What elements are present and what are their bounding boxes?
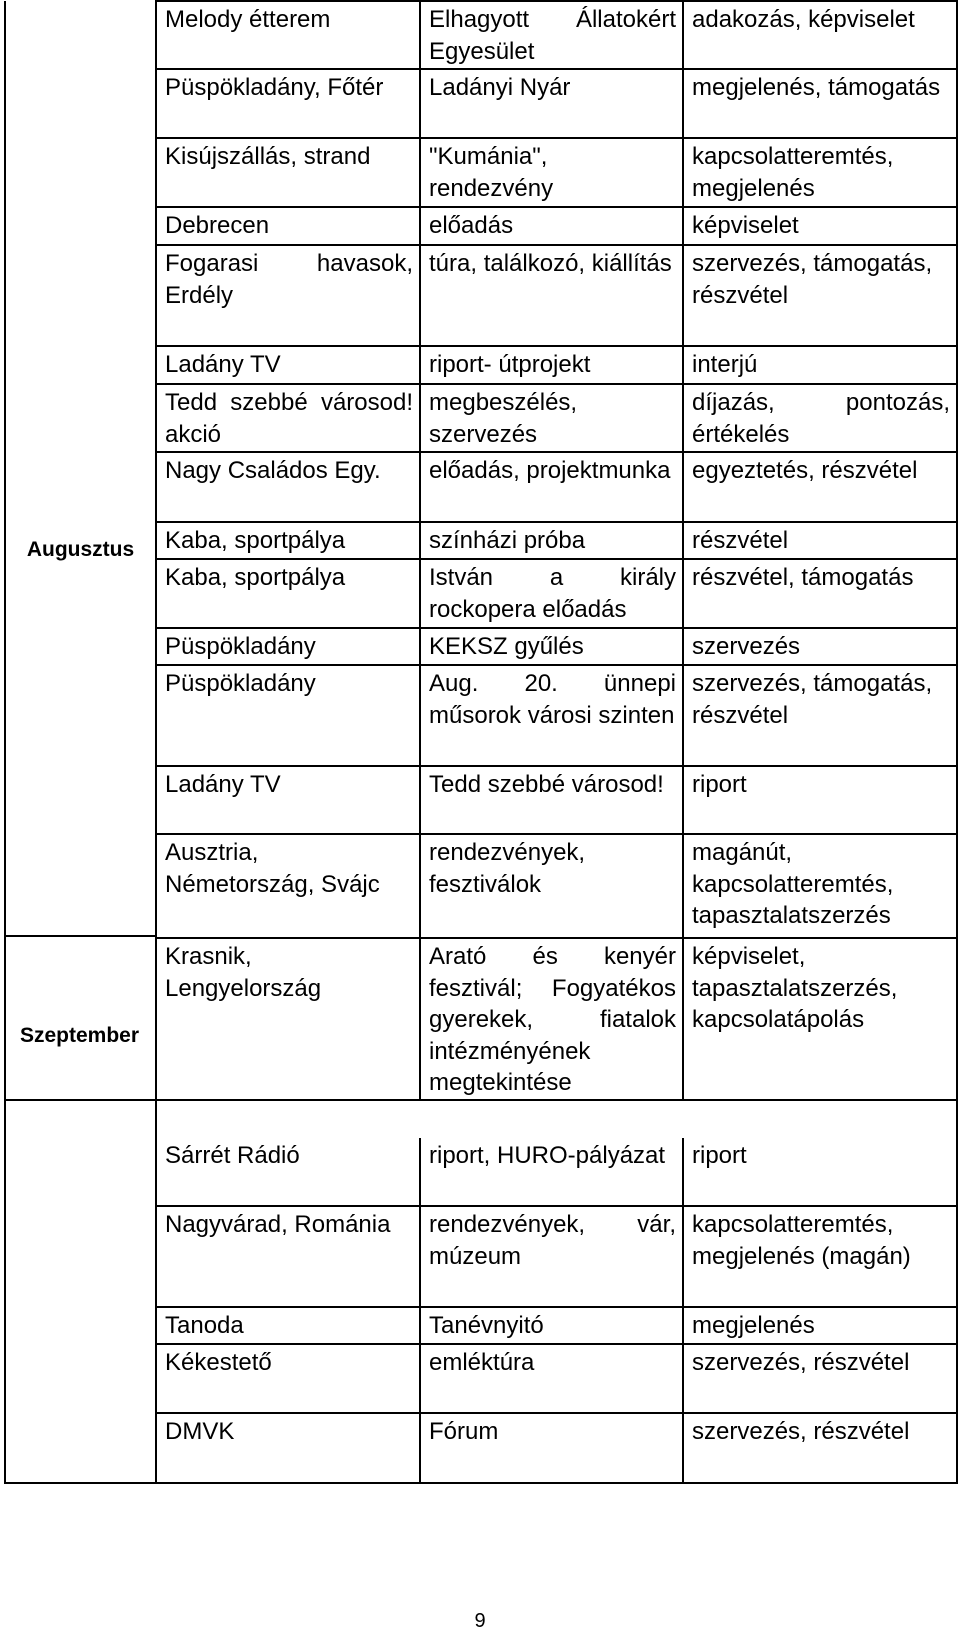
role-cell: adakozás, képviselet [683,1,957,69]
role-cell: egyeztetés, részvétel [683,452,957,522]
month-label-august: Augusztus [26,538,135,561]
month-label-september: Szeptember [19,1024,140,1047]
event-cell: emléktúra [420,1344,683,1413]
place-cell: Kisújszállás, strand [156,138,420,207]
table-row [5,1100,957,1141]
event-cell: előadás [420,207,683,245]
place-cell: Nagyvárad, Románia [156,1206,420,1307]
role-cell: képviselet, tapasztalatszerzés, kapcsolatápolás [683,938,957,1100]
month-cell-september [5,1100,156,1141]
role-cell: szervezés, részvétel [683,1344,957,1413]
place-cell: Sárrét Rádió [156,1138,420,1206]
place-cell: Püspökladány [156,665,420,766]
schedule-body-2 [5,1138,957,1483]
role-cell: interjú [683,346,957,384]
table-row [5,1138,957,1206]
role-cell: megjelenés [683,1307,957,1344]
role-cell: megjelenés, támogatás [683,69,957,138]
place-cell: Fogarasi havasok, Erdély [156,245,420,346]
event-cell: riport, HURO-pályázat [420,1138,683,1206]
role-cell: szervezés [683,628,957,665]
month-divider [4,935,155,937]
event-cell: előadás, projektmunka [420,452,683,522]
role-cell: kapcsolatteremtés, megjelenés [683,138,957,207]
spacer-cell [420,1100,683,1141]
event-cell: Tedd szebbé városod! [420,766,683,834]
place-cell: Ausztria, Németország, Svájc [156,834,420,938]
event-cell: Tanévnyitó [420,1307,683,1344]
event-cell: színházi próba [420,522,683,559]
event-cell: István a király rockopera előadás [420,559,683,628]
role-cell: szervezés, támogatás, részvétel [683,665,957,766]
event-cell: "Kumánia", rendezvény [420,138,683,207]
place-cell: Tedd szebbé városod! akció [156,384,420,452]
month-spacer [5,1138,156,1483]
role-cell: magánút, kapcsolatteremtés, tapasztalatszerzés [683,834,957,938]
role-cell: riport [683,1138,957,1206]
place-cell: Ladány TV [156,346,420,384]
place-cell: Püspökladány [156,628,420,665]
role-cell: szervezés, részvétel [683,1413,957,1483]
schedule-body [5,1,957,1141]
event-cell: riport- útprojekt [420,346,683,384]
place-cell: Melody étterem [156,1,420,69]
place-cell: Kaba, sportpálya [156,559,420,628]
schedule-table [4,0,958,1141]
place-cell: Krasnik, Lengyelország [156,938,420,1100]
event-cell: rendezvények, fesztiválok [420,834,683,938]
table-row [5,1,957,69]
role-cell: kapcsolatteremtés, megjelenés (magán) [683,1206,957,1307]
event-cell: Arató és kenyér fesztivál; Fogyatékos gyerekek, fiatalok intézményének megtekintése [420,938,683,1100]
page-number: 9 [474,1610,486,1632]
event-cell: KEKSZ gyűlés [420,628,683,665]
place-cell: Nagy Családos Egy. [156,452,420,522]
role-cell: riport [683,766,957,834]
place-cell: Debrecen [156,207,420,245]
role-cell: részvétel, támogatás [683,559,957,628]
place-cell: Kaba, sportpálya [156,522,420,559]
role-cell: képviselet [683,207,957,245]
place-cell: DMVK [156,1413,420,1483]
event-cell: túra, találkozó, kiállítás [420,245,683,346]
event-cell: Fórum [420,1413,683,1483]
role-cell: részvétel [683,522,957,559]
role-cell: szervezés, támogatás, részvétel [683,245,957,346]
place-cell: Kékestető [156,1344,420,1413]
place-cell: Ladány TV [156,766,420,834]
role-cell: díjazás, pontozás, értékelés [683,384,957,452]
event-cell: Aug. 20. ünnepi műsorok városi szinten [420,665,683,766]
event-cell: Ladányi Nyár [420,69,683,138]
event-cell: Elhagyott Állatokért Egyesület [420,1,683,69]
spacer-cell [683,1100,957,1141]
spacer-cell [156,1100,420,1141]
schedule-table-2 [4,1138,958,1484]
event-cell: megbeszélés, szervezés [420,384,683,452]
place-cell: Tanoda [156,1307,420,1344]
event-cell: rendezvények, vár, múzeum [420,1206,683,1307]
place-cell: Püspökladány, Főtér [156,69,420,138]
